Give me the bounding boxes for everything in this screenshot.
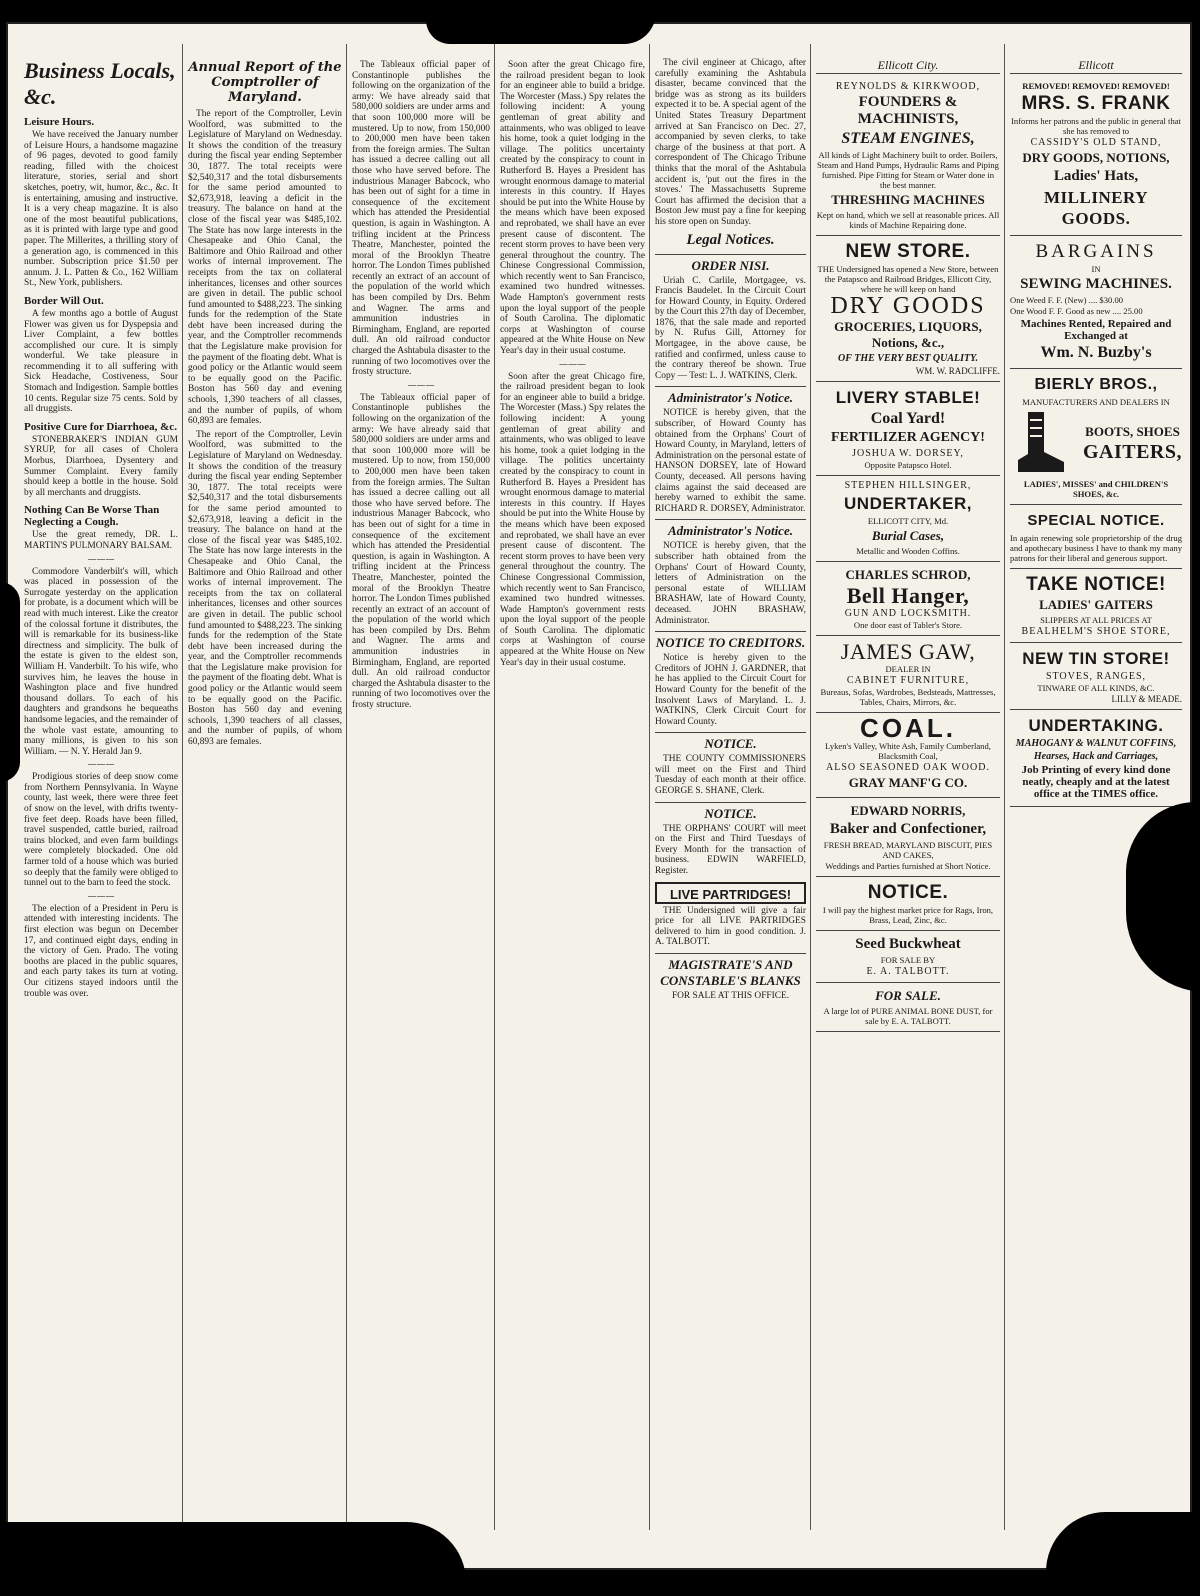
article-heading: Annual Report of the Comptroller of Maryland. xyxy=(188,60,342,105)
ad-headline: DRY GOODS xyxy=(830,293,986,319)
divider: ——— xyxy=(407,380,435,391)
article-text: The Tableaux official paper of Constantinople publishes the following on the organization of the army: We have already said that 580,000 soldiers are under arms and that soon 100,000 more will be mustered. Up to now, from 150,000 to 200,000 men have been taken from the foreign armies. The Sultan has issued a decree calling out all those who have served before. The industrious Manager Babcock, who has been out of sight for a time in consequence of the excitement which has attended the Presidential question, is again in Washington. A trifling incident at the Princess Theatre, Manchester, pointed the moral of the Brooklyn Theatre horror. The London Times published recently an extract of an account of the population of the world which has been compiled by Drs. Behm and Wagner. The arms and ammunition industries in Birmingham, England, are reported dull. An old railroad conductor charged the Ashtabula disaster to the running of two locomotives over the frosty structure. xyxy=(352,60,490,378)
place-heading: Ellicott City. xyxy=(816,58,1000,74)
ad-headline: TAKE NOTICE! xyxy=(1026,574,1166,595)
ad-text: Kept on hand, which we sell at reasonable prices. All kinds of Machine Repairing done. xyxy=(816,210,1000,230)
legal-notice xyxy=(655,802,806,877)
item-text: We have received the January number of Leisure Hours, a handsome magazine of 96 pages, devoted to good family reading, filled with the choicest literature, stories, serial and short sketches, poetry, wit, humor, &c., &c. It is entertaining, amusing and instructive. It is a very cheap magazine. It is also one of the most beautiful publications, as it is printed with large type and good paper. The Millerites, a thrilling story of a generation ago, is commenced in this number. Subscription price $1.50 per annum. J. L. Patten & Co., 162 William St., New York, publishers. xyxy=(24,130,178,289)
torn-edge xyxy=(6,1522,466,1570)
ad-headline: GRAY MANF'G CO. xyxy=(848,775,968,790)
ad-text: ELLICOTT CITY, Md. xyxy=(867,516,949,526)
notice-title: LIVE PARTRIDGES! xyxy=(655,882,806,904)
item-text: Use the great remedy, DR. L. MARTIN'S PULMONARY BALSAM. xyxy=(24,530,178,551)
column-business-locals xyxy=(20,44,182,1530)
ad-headline: BARGAINS xyxy=(1035,241,1157,262)
divider: ——— xyxy=(559,359,586,370)
notice-text: NOTICE is hereby given, that the subscriber, of Howard County has obtained from the Orphans' Court of Howard County, in Maryland, letters of Administration on the personal estate of HANSON DORSEY, late of Howard County, deceased. All persons having claims against the said deceased are hereby warned to exhibit the same. RICHARD R. DORSEY, Administrator. xyxy=(655,408,806,514)
item-title: Positive Cure for Diarrhoea, &c. xyxy=(24,420,177,433)
divider: ——— xyxy=(87,554,115,565)
legal-notice xyxy=(655,386,806,514)
ad-charles-schrod xyxy=(816,562,1000,636)
ad-headline: SPECIAL NOTICE. xyxy=(1027,512,1165,529)
ad-text: One Wood F. F. Good as new .... 25.00 xyxy=(1010,306,1143,316)
ad-headline: Baker and Confectioner, xyxy=(829,821,987,837)
ad-text: IN xyxy=(1091,264,1101,274)
ad-headline: Burial Cases, xyxy=(871,528,945,543)
ad-edward-norris xyxy=(816,798,1000,877)
ad-text: TINWARE OF ALL KINDS, &C. xyxy=(1037,683,1155,693)
ad-text: Metallic and Wooden Coffins. xyxy=(856,546,960,556)
ad-line: ALSO SEASONED OAK WOOD. xyxy=(826,762,990,773)
item-text: A few months ago a bottle of August Flower was given us for Dyspepsia and Liver Complaint, a few bottles accomplished our cure. It is simply wonderful. We take pleasure in recommending it to all suffering with Sick Headache, Costiveness, Sour Stomach and Indigestion. Sample bottles 10 cents. Regular size 75 cents. Sold by all druggists. xyxy=(24,308,178,415)
ad-james-gaw xyxy=(816,636,1000,713)
notice-text: THE Undersigned will give a fair price for all LIVE PARTRIDGES delivered to him in good condition. J. A. TALBOTT. xyxy=(655,905,806,948)
ad-line: STEPHEN HILLSINGER, xyxy=(844,480,972,491)
local-item xyxy=(24,421,178,499)
item-title: Nothing Can Be Worse Than Neglecting a Cough. xyxy=(24,504,160,529)
item-text: STONEBRAKER'S INDIAN GUM SYRUP, for all cases of Cholera Morbus, Diarrhoea, Dysentery and Summer Complaint. Every family should keep a bottle in the house. Sold by all merchants and druggists. xyxy=(24,434,178,498)
legal-notice xyxy=(655,882,806,948)
notice-text: THE COUNTY COMMISSIONERS will meet on the First and Third Tuesday of each month at their office. GEORGE S. SHANE, Clerk. xyxy=(655,754,806,797)
ad-headline: Bell Hanger, xyxy=(846,583,970,608)
ad-sewing-machines xyxy=(1010,236,1182,369)
article-text: The report of the Comptroller, Levin Woolford, was submitted to the Legislature of Maryland on Wednesday. It shows the condition of the treasury during the fiscal year ending September 30, 1877. The total receipts were $2,540,317 and the total disbursements for the same period amounted to $2,673,918, leaving a deficit in the treasury. The balance on hand at the close of the fiscal year was $485,102. The State has now large interests in the Chesapeake and Ohio Canal, the Baltimore and Ohio Railroad and other works of internal improvement. The receipts from the tax on collateral inheritances, licenses and other sources are given in detail. The public school fund amounted to $488,223. The sinking funds for the redemption of the State debt have been increased during the year, and the Comptroller recommends that the Legislature make provision for the payment of the floating debt. What is good policy or the Atlantic would seem to be equally good on the Pacific. Boston has 560 day and evening schools, 1,390 teachers of all classes, and the number of pupils, of whom 60,893 are females. xyxy=(188,109,342,427)
business-locals-masthead: Business Locals, &c. xyxy=(24,58,176,109)
ad-undertaker xyxy=(816,476,1000,562)
item-text: The election of a President in Peru is attended with interesting incidents. The first election was begun on December 17, and continued eight days, ending in the victory of Gen. Prado. The voting booths are placed in the public squares, and each party takes its turn at voting. Our citizens stayed indoors until the trouble was over. xyxy=(24,903,178,999)
notice-title: Administrator's Notice. xyxy=(655,386,806,406)
local-item xyxy=(24,116,178,289)
ad-headline: FOUNDERS & MACHINISTS, xyxy=(857,94,959,127)
notice-title: NOTICE TO CREDITORS. xyxy=(655,631,806,651)
legal-notice xyxy=(655,519,806,626)
ad-line: GUN AND LOCKSMITH. xyxy=(844,608,972,619)
ad-headline: FOR SALE. xyxy=(875,988,941,1003)
divider: ——— xyxy=(87,760,115,771)
ad-text: MAHOGANY & WALNUT COFFINS, xyxy=(1015,738,1177,749)
ad-line: CASSIDY'S OLD STAND, xyxy=(1030,137,1162,148)
notice-title: NOTICE. xyxy=(655,732,806,752)
torn-edge xyxy=(6,582,20,782)
ad-headline: THRESHING MACHINES xyxy=(831,192,985,207)
ad-headline: UNDERTAKER, xyxy=(844,494,972,513)
ad-take-notice xyxy=(1010,569,1182,643)
column-rule xyxy=(1004,44,1005,1530)
ad-new-tin-store xyxy=(1010,643,1182,710)
ad-line: JOSHUA W. DORSEY, xyxy=(852,448,964,459)
ad-headline: LIVERY STABLE! xyxy=(835,388,981,407)
notice-title: ORDER NISI. xyxy=(655,254,806,274)
ad-text: Bureaus, Sofas, Wardrobes, Bedsteads, Mattresses, Tables, Chairs, Mirrors, &c. xyxy=(820,687,996,707)
column-rule xyxy=(649,44,650,1530)
ad-text: One door east of Tabler's Store. xyxy=(853,620,963,630)
ad-bierly-bros xyxy=(1010,369,1182,505)
ad-line: BEALHELM'S SHOE STORE, xyxy=(1021,626,1171,637)
ad-headline: Coal Yard! xyxy=(870,410,946,427)
ad-headline: JAMES GAW, xyxy=(840,639,976,664)
ad-text: DEALER IN xyxy=(885,664,931,674)
boot-icon xyxy=(1010,408,1070,478)
ad-headline: GROCERIES, LIQUORS, Notions, &c., xyxy=(834,319,982,350)
item-text: Prodigious stories of deep snow come from Northern Pennsylvania. In Wayne county, last week, there were three feet of snow on the level, with drifts twenty-five feet deep. Roads have been filled, travel suspended, cattle buried, railroad trains blocked, and even farm buildings were completely blockaded. One old farmer told of a house which was buried so deeply that the family were obliged to tunnel out to the barn to feed the stock. xyxy=(24,772,178,889)
ad-headline: STEAM ENGINES, xyxy=(841,130,975,147)
notice-text: FOR SALE AT THIS OFFICE. xyxy=(671,991,790,1001)
legal-notices-heading: Legal Notices. xyxy=(686,231,775,248)
ad-signature: LILLY & MEADE. xyxy=(1111,694,1182,704)
column-legal-notices xyxy=(651,44,810,1530)
notice-text: Notice is hereby given to the Creditors of JOHN J. GARDNER, that he has applied to the Circuit Court for Howard County for the benefit of the Insolvent Laws of Maryland. L. J. WATKINS, Clerk Circuit Court for Howard County. xyxy=(655,653,806,727)
ad-text: In again renewing sole proprietorship of the drug and apothecary business I have to thank my many patrons for their liberal and generous support. xyxy=(1010,533,1182,563)
ad-headline: COAL. xyxy=(860,713,956,743)
place-heading: Ellicott xyxy=(1010,58,1182,74)
legal-notice xyxy=(655,732,806,796)
ad-undertaking xyxy=(1010,710,1182,807)
local-item xyxy=(24,295,178,415)
ad-text: Weddings and Parties furnished at Short Notice. xyxy=(825,861,991,871)
ad-text: One Weed F. F. (New) .... $30.00 xyxy=(1010,295,1124,305)
ad-line: REMOVED! REMOVED! REMOVED! xyxy=(1022,81,1170,91)
ad-text: SLIPPERS AT ALL PRICES AT xyxy=(1040,615,1152,625)
notice-text: NOTICE is hereby given, that the subscriber hath obtained from the Orphans' Court of Howard County, letters of Administration on the personal estate of WILLIAM BRASHAW, late of Howard County, deceased. JOHN BRASHAW, Administrator. xyxy=(655,541,806,626)
column-news-3 xyxy=(348,44,494,1530)
torn-edge xyxy=(426,22,656,44)
item-title: Leisure Hours. xyxy=(24,116,95,128)
item-title: Border Will Out. xyxy=(24,294,104,307)
ad-text: Lyken's Valley, White Ash, Family Cumberland, Blacksmith Coal, xyxy=(825,741,991,761)
ad-headline: EDWARD NORRIS, xyxy=(850,803,966,818)
ad-line: CABINET FURNITURE, xyxy=(846,675,970,686)
ad-headline: BIERLY BROS., xyxy=(1034,376,1158,393)
ad-headline: CHARLES SCHROD, xyxy=(845,567,971,582)
ad-mrs-frank xyxy=(1010,77,1182,236)
ad-headline: Ladies' Hats, xyxy=(1053,168,1139,184)
ad-headline: UNDERTAKING. xyxy=(1028,716,1164,735)
column-ads-ellicott xyxy=(812,44,1004,1530)
ad-headline: Job Printing of every kind done neatly, cheaply and at the latest office at the TIMES office. xyxy=(1021,764,1171,800)
ad-headline: LADIES' GAITERS xyxy=(1039,597,1153,612)
ad-headline: Wm. N. Buzby's xyxy=(1040,344,1152,361)
ad-headline: BOOTS, SHOES xyxy=(1085,423,1180,439)
ad-text: THE Undersigned has opened a New Store, between the Patapsco and Railroad Bridges, Ellicott City, where he will keep on hand xyxy=(817,264,999,294)
ad-text: A large lot of PURE ANIMAL BONE DUST, for sale by E. A. TALBOTT. xyxy=(823,1006,993,1026)
newspaper-page xyxy=(6,22,1192,1570)
ad-text: All kinds of Light Machinery built to order. Boilers, Steam and Hand Pumps, Hydraulic Rams and Piping furnished. Pipe Fitting for Steam or Water done in the best manner. xyxy=(817,150,999,190)
local-item xyxy=(24,504,178,551)
ad-line: REYNOLDS & KIRKWOOD, xyxy=(835,81,981,92)
ad-reynolds-kirkwood xyxy=(816,77,1000,236)
item-text: Commodore Vanderbilt's will, which was placed in possession of the Surrogate yesterday on the application for probate, is a document which will be read with much interest. Like the creator of the colossal fortune it distributes, the will is remarkable for its business-like directness and simplicity. The bulk of the estate is given to the eldest son, William H. Vanderbilt. To his wife, who survives him, he leaves the house in Washington place and five hundred thousand dollars. To each of his daughters and grandsons he bequeaths handsome legacies, and the remainder of the whole vast estate, amounting to many millions, is given to his son William. — N. Y. Herald Jan 9. xyxy=(24,566,178,757)
notice-title: Administrator's Notice. xyxy=(655,519,806,539)
column-comptroller-report xyxy=(184,44,346,1530)
legal-notice xyxy=(655,254,806,382)
notice-title: MAGISTRATE'S AND CONSTABLE'S BLANKS xyxy=(655,953,806,989)
ad-text: MANUFACTURERS AND DEALERS IN xyxy=(1022,397,1170,407)
ad-new-store xyxy=(816,236,1000,382)
ad-text: Hearses, Hack and Carriages, xyxy=(1033,751,1159,762)
ad-signature: WM. W. RADCLIFFE. xyxy=(915,366,1000,376)
ad-headline: MRS. S. FRANK xyxy=(1021,93,1171,114)
legal-notice xyxy=(655,631,806,727)
ad-special-notice xyxy=(1010,505,1182,569)
ad-text: LADIES', MISSES' and CHILDREN'S SHOES, &c. xyxy=(1023,479,1169,499)
column-news-4 xyxy=(496,44,649,1530)
column-rule xyxy=(810,44,811,1530)
ad-text: FRESH BREAD, MARYLAND BISCUIT, PIES AND CAKES, xyxy=(823,840,993,860)
ad-headline: NOTICE. xyxy=(867,882,949,903)
ad-text: FOR SALE BY xyxy=(880,955,936,965)
notice-title: NOTICE. xyxy=(655,802,806,822)
article-text: The report of the Comptroller, Levin Woolford, was submitted to the Legislature of Maryland on Wednesday. It shows the condition of the treasury during the fiscal year ending September 30, 1877. The total receipts were $2,540,317 and the total disbursements for the same period amounted to $2,673,918, leaving a deficit in the treasury. The balance on hand at the close of the fiscal year was $485,102. The State has now large interests in the Chesapeake and Ohio Canal, the Baltimore and Ohio Railroad and other works of internal improvement. The receipts from the tax on collateral inheritances, licenses and other sources are given in detail. The public school fund amounted to $488,223. The sinking funds for the redemption of the State debt have been increased during the year, and the Comptroller recommends that the Legislature make provision for the payment of the floating debt. What is good policy or the Atlantic would seem to be equally good on the Pacific. Boston has 560 day and evening schools, 1,390 teachers of all classes, and the number of pupils, of whom 60,893 are females. xyxy=(188,429,342,748)
ad-headline: SEWING MACHINES. xyxy=(1020,276,1172,292)
ad-text: Informs her patrons and the public in general that she has removed to xyxy=(1011,116,1181,136)
ad-text: OF THE VERY BEST QUALITY. xyxy=(838,353,978,364)
notice-text: THE ORPHANS' COURT will meet on the First and Third Tuesdays of Every Month for the transaction of business. EDWIN WARFIELD, Register. xyxy=(655,823,806,877)
ad-seed-buckwheat xyxy=(816,931,1000,983)
ad-headline: FERTILIZER AGENCY! xyxy=(831,430,985,445)
ad-headline: MILLINERY GOODS. xyxy=(1043,188,1149,228)
ad-livery-stable xyxy=(816,382,1000,476)
ad-notice-rags xyxy=(816,877,1000,931)
legal-notice xyxy=(655,953,806,1002)
ad-headline: NEW TIN STORE! xyxy=(1022,649,1170,668)
ad-coal xyxy=(816,713,1000,798)
column-rule xyxy=(346,44,347,1530)
ad-line: STOVES, RANGES, xyxy=(1045,671,1147,682)
article-text: The Tableaux official paper of Constantinople publishes the following on the organization of the army: We have already said that 580,000 soldiers are under arms and that soon 100,000 more will be mustered. Up to now, from 150,000 to 200,000 men have been taken from the foreign armies. The Sultan has issued a decree calling out all those who have served before. The industrious Manager Babcock, who has been out of sight for a time in consequence of the excitement which has attended the Presidential question, is again in Washington. A trifling incident at the Princess Theatre, Manchester, pointed the moral of the Brooklyn Theatre horror. The London Times published recently an extract of an account of the population of the world which has been compiled by Drs. Behm and Wagner. The arms and ammunition industries in Birmingham, England, are reported dull. An old railroad conductor charged the Ashtabula disaster to the running of two locomotives over the frosty structure. xyxy=(352,392,490,711)
column-rule xyxy=(182,44,183,1530)
article-text: Soon after the great Chicago fire, the railroad president began to look for an engineer able to build a bridge. The Worcester (Mass.) Spy relates the following incident: A young gentleman of great ability and attainments, who was obliged to leave his home, took a quiet lodging in the village. The politics uncertainty created by the conspiracy to count in Rutherford B. Hayes a President has wrought enormous damage to material interests in this country. If Hayes should be put into the White House by the means which have been exposed and reprobated, we shall have an ever present cause of discontent. The recent storm proves to have been very general throughout the country. The Chinese Congressional Commission, which recently went to San Francisco, examined two hundred witnesses. Wade Hampton's government rests upon the loyal support of the people of South Carolina. The diplomatic corps at Washington of course appeared at the White House on New Year's day in their usual costume. xyxy=(500,60,645,357)
ad-text: I will pay the highest market price for Rags, Iron, Brass, Lead, Zinc, &c. xyxy=(822,905,994,925)
ad-headline: Machines Rented, Repaired and Exchanged at xyxy=(1020,318,1172,342)
article-text: The civil engineer at Chicago, after carefully examining the Ashtabula disaster, became convinced that the bridge was as strong as its builders expected it to be. A special agent of the United States Treasury Department arrived at San Francisco on Dec. 27, accompanied by seven clerks, to take charge of the business at that port. A correspondent of The Chicago Tribune thinks that the moral of the Ashtabula accident is, 'put out the fires in the stoves.' The Massachusetts Supreme Court has affirmed the decision that a Boston Jew must pay a fine for keeping his store open on Sunday. xyxy=(655,58,806,227)
notice-text: Uriah C. Carlile, Mortgagee, vs. Francis Baudelet. In the Circuit Court for Howard County, in Equity. Ordered by the Court this 27th day of December, 1876, that the sale made and reported by N. Rufus Gill, Attorney for Mortgagee, in the above cause, be ratified and confirmed, unless cause to the contrary thereof be shown. True Copy — Test: L. J. WATKINS, Clerk. xyxy=(655,275,806,381)
ad-line: E. A. TALBOTT. xyxy=(866,966,950,977)
ad-headline: NEW STORE. xyxy=(845,241,971,262)
boot-row xyxy=(1010,408,1182,478)
column-rule xyxy=(494,44,495,1530)
ad-headline: GAITERS, xyxy=(1082,440,1182,463)
ad-headline: DRY GOODS, NOTIONS, xyxy=(1022,150,1170,165)
article-text: Soon after the great Chicago fire, the railroad president began to look for an engineer able to build a bridge. The Worcester (Mass.) Spy relates the following incident: A young gentleman of great ability and attainments, who was obliged to leave his home, took a quiet lodging in the village. The politics uncertainty created by the conspiracy to count in Rutherford B. Hayes a President has wrought enormous damage to material interests in this country. If Hayes should be put into the White House by the means which have been exposed and reprobated, we shall have an ever present cause of discontent. The recent storm proves to have been very general throughout the country. The Chinese Congressional Commission, which recently went to San Francisco, examined two hundred witnesses. Wade Hampton's government rests upon the loyal support of the people of South Carolina. The diplomatic corps at Washington of course appeared at the White House on New Year's day in their usual costume. xyxy=(500,371,645,668)
ad-text: Opposite Patapsco Hotel. xyxy=(864,460,952,470)
divider: ——— xyxy=(87,891,115,902)
ad-headline: Seed Buckwheat xyxy=(855,936,961,952)
ad-for-sale xyxy=(816,983,1000,1032)
column-ads-right xyxy=(1006,44,1186,1530)
